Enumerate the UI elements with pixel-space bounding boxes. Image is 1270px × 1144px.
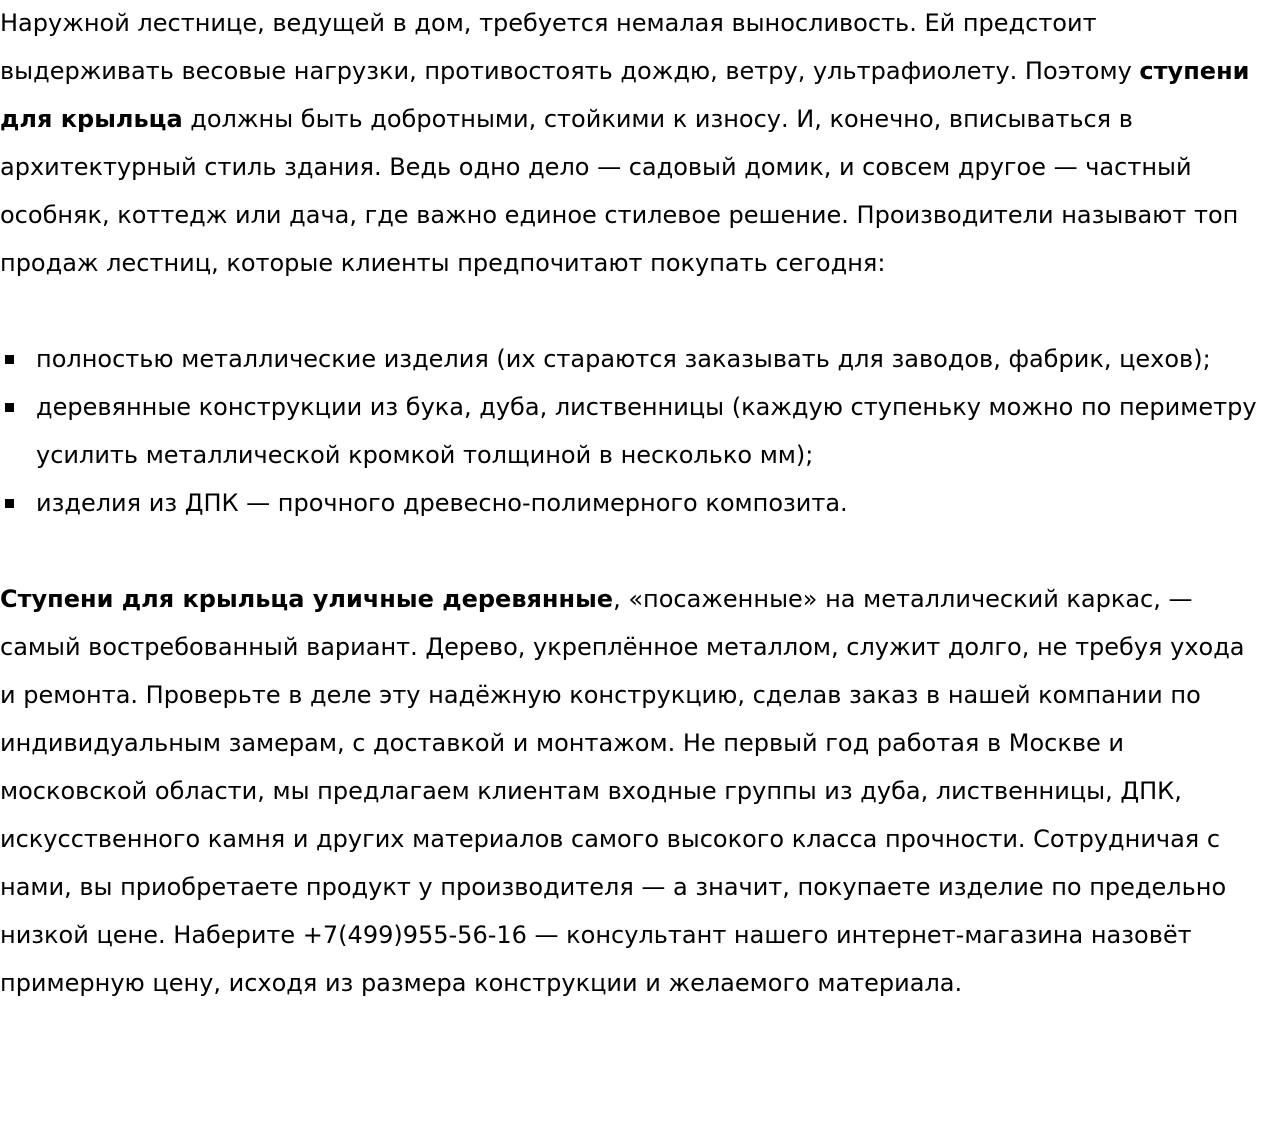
intro-bold-keyword: ступени для крыльца xyxy=(0,57,1250,133)
intro-text-end: должны быть добротными, стойкими к износу. И, конечно, вписываться в архитектурный стиль здания. Ведь одно дело — садовый домик, и совсем другое — частный особняк, коттедж или дача, где важно единое стилевое решение. Производители называют топ продаж лестниц, которые клиенты предпочитают покупать сегодня: xyxy=(0,105,1239,277)
intro-text-start: Наружной лестнице, ведущей в дом, требуется немалая выносливость. Ей предстоит выдерживать весовые нагрузки, противостоять дождю, ветру, ультрафиолету. Поэтому xyxy=(0,9,1140,85)
square-bullet-icon xyxy=(5,403,14,412)
intro-paragraph xyxy=(0,0,1262,287)
list-item-text: изделия из ДПК — прочного древесно-полимерного композита. xyxy=(36,489,848,517)
list-item-text: деревянные конструкции из бука, дуба, лиственницы (каждую ступеньку можно по периметру усилить металлической кромкой толщиной в несколько мм); xyxy=(36,393,1257,469)
square-bullet-icon xyxy=(5,499,14,508)
square-bullet-icon xyxy=(5,355,14,364)
material-list xyxy=(0,335,1262,527)
closing-text: , «посаженные» на металлический каркас, — самый востребованный вариант. Дерево, укреплённое металлом, служит долго, не требуя ухода и ремонта. Проверьте в деле эту надёжную конструкцию, сделав заказ в нашей компании по индивидуальным замерам, с доставкой и монтажом. Не первый год работая в Москве и московской области, мы предлагаем клиентам входные группы из дуба, лиственницы, ДПК, искусственного камня и других материалов самого высокого класса прочности. Сотрудничая с нами, вы приобретаете продукт у производителя — а значит, покупаете изделие по предельно низкой цене. Наберите +7(499)955-56-16 — консультант нашего интернет-магазина назовёт примерную цену, исходя из размера конструкции и желаемого материала. xyxy=(0,585,1245,997)
closing-bold-keyword: Ступени для крыльца уличные деревянные xyxy=(0,585,614,613)
list-item xyxy=(36,335,1262,383)
list-item xyxy=(36,383,1262,479)
list-item xyxy=(36,479,1262,527)
closing-paragraph xyxy=(0,575,1262,1007)
list-item-text: полностью металлические изделия (их стараются заказывать для заводов, фабрик, цехов); xyxy=(36,345,1211,373)
